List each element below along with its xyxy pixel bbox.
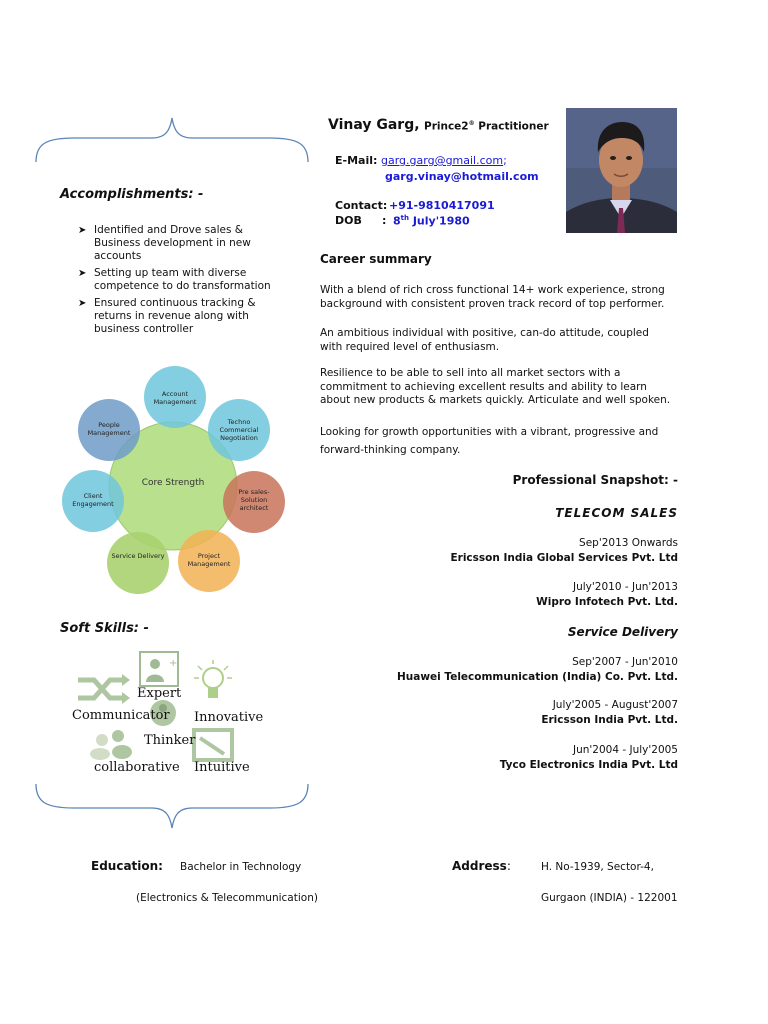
list-item: ➤ Setting up team with diverse competence to do transformation bbox=[78, 267, 271, 292]
career-paragraph: Looking for growth opportunities with a vibrant, progressive and forward-thinking company. bbox=[320, 426, 659, 456]
job-dates: July'2005 - August'2007 bbox=[552, 699, 678, 711]
top-brace bbox=[34, 114, 310, 166]
contact-number[interactable]: +91-9810417091 bbox=[389, 199, 495, 212]
address-line-2: Gurgaon (INDIA) - 122001 bbox=[541, 892, 678, 904]
dob-label: DOB bbox=[335, 214, 362, 227]
soft-skills-heading: Soft Skills: - bbox=[60, 621, 149, 636]
career-summary-heading: Career summary bbox=[320, 252, 432, 266]
email-secondary[interactable]: garg.vinay@hotmail.com bbox=[385, 170, 539, 183]
candidate-name: Vinay Garg, Prince2® Practitioner bbox=[328, 117, 549, 133]
candidate-title: Prince2® Practitioner bbox=[424, 120, 549, 133]
accomplishments-heading: Accomplishments: - bbox=[60, 187, 204, 202]
core-strength-labels bbox=[58, 362, 290, 598]
career-paragraph: Resilience to be able to sell into all market sectors with a commitment to achieving excellent results and ability to learn about new products & markets quickly. Articulate and well spoken. bbox=[320, 367, 671, 406]
section-title: Service Delivery bbox=[567, 625, 678, 639]
email-label: E-Mail: bbox=[335, 154, 378, 167]
education-degree: Bachelor in Technology bbox=[180, 861, 302, 873]
intuitive-icon bbox=[194, 730, 232, 760]
list-item: ➤ Identified and Drove sales & Business development in new accounts bbox=[78, 224, 251, 262]
person-photo-icon bbox=[566, 108, 677, 233]
skill-innovative: Innovative bbox=[194, 710, 264, 725]
skill-communicator: Communicator bbox=[72, 708, 170, 723]
section-title: TELECOM SALES bbox=[555, 506, 678, 520]
accomplishments-list bbox=[78, 224, 278, 340]
skill-thinker: Thinker bbox=[144, 733, 196, 748]
core-node-label: Pre sales-Solution architect bbox=[238, 488, 270, 512]
job-dates: Sep'2013 Onwards bbox=[579, 537, 678, 549]
job-company: Wipro Infotech Pvt. Ltd. bbox=[536, 596, 678, 608]
job-dates: July'2010 - Jun'2013 bbox=[573, 581, 678, 593]
core-node-label: Service Delivery bbox=[111, 552, 165, 560]
education-field: (Electronics & Telecommunication) bbox=[136, 892, 318, 904]
profile-photo bbox=[566, 108, 677, 233]
job-company: Tyco Electronics India Pvt. Ltd bbox=[499, 759, 678, 771]
education-label: Education: bbox=[91, 859, 163, 873]
skill-expert: Expert bbox=[137, 686, 182, 701]
core-node-label: Project Management bbox=[187, 552, 231, 568]
job-company: Ericsson India Global Services Pvt. Ltd bbox=[450, 552, 678, 564]
professional-snapshot-heading: Professional Snapshot: - bbox=[512, 473, 678, 487]
skill-intuitive: Intuitive bbox=[194, 760, 250, 775]
address-label: Address: bbox=[452, 859, 511, 873]
expert-user-icon bbox=[140, 652, 178, 686]
job-company: Ericsson India Pvt. Ltd. bbox=[541, 714, 678, 726]
dob-value: 8th July'1980 bbox=[393, 214, 470, 228]
core-node-label: Techno Commercial Negotiation bbox=[219, 418, 259, 442]
career-paragraph: With a blend of rich cross functional 14+ work experience, strong background with consistent proven track record of top performer. bbox=[320, 284, 665, 310]
email-primary[interactable]: garg.garg@gmail.com; bbox=[381, 154, 507, 167]
contact-label: Contact: bbox=[335, 199, 388, 212]
core-node-label: Account Management bbox=[153, 390, 197, 406]
svg-text:+: + bbox=[169, 658, 178, 669]
core-strength-center-label: Core Strength bbox=[141, 478, 205, 488]
collaborative-icon bbox=[90, 730, 132, 760]
core-node-label: Client Engagement bbox=[72, 492, 114, 508]
core-node-label: People Management bbox=[87, 421, 131, 437]
bulb-icon bbox=[194, 660, 232, 698]
skill-collaborative: collaborative bbox=[94, 760, 180, 775]
job-dates: Sep'2007 - Jun'2010 bbox=[572, 656, 678, 668]
list-item: ➤ Ensured continuous tracking & returns in revenue along with business controller bbox=[78, 297, 256, 335]
job-dates: Jun'2004 - July'2005 bbox=[573, 744, 678, 756]
address-line-1: H. No-1939, Sector-4, bbox=[541, 861, 654, 873]
dob-colon: : bbox=[382, 214, 387, 227]
career-paragraph: An ambitious individual with positive, can-do attitude, coupled with required level of enthusiasm. bbox=[320, 327, 649, 353]
shuffle-icon bbox=[78, 680, 122, 698]
job-company: Huawei Telecommunication (India) Co. Pvt. Ltd. bbox=[397, 671, 678, 683]
bottom-brace bbox=[34, 782, 310, 832]
